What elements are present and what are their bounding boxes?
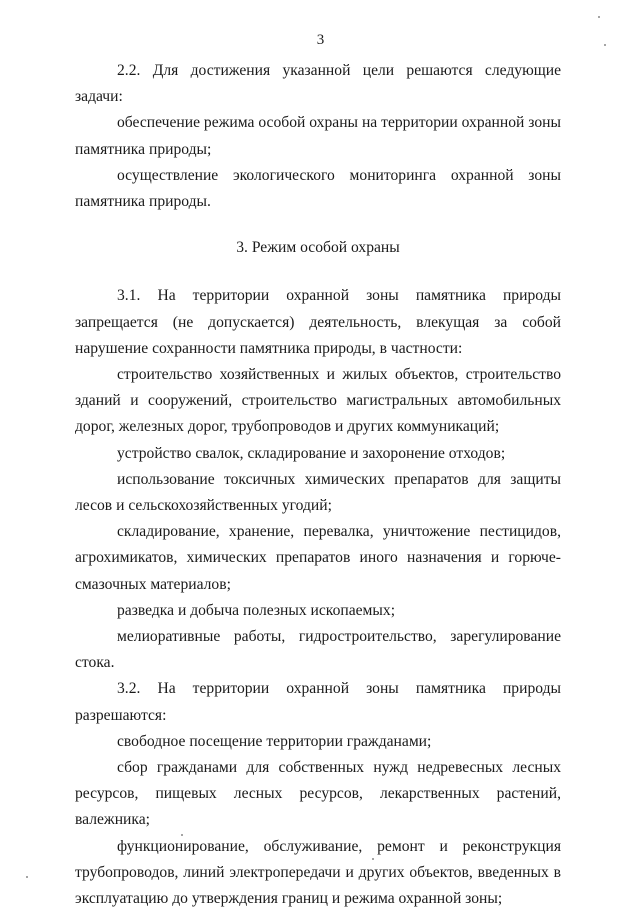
paragraph-ban-1: строительство хозяйственных и жилых объектов, строительство зданий и сооружений, строительство магистральных автомобильных дорог, железных дорог, трубопроводов и других коммуникаций; <box>75 366 561 436</box>
scan-speck <box>598 16 600 18</box>
paragraph-2-2: 2.2. Для достижения указанной цели решаются следующие задачи: <box>75 62 561 106</box>
document-body <box>75 58 561 912</box>
paragraph-allow-1: свободное посещение территории гражданами; <box>117 732 432 750</box>
scan-speck <box>372 858 374 860</box>
paragraph-allow-2: сбор гражданами для собственных нужд недревесных лесных ресурсов, пищевых лесных ресурсов, лекарственных растений, валежника; <box>75 759 561 829</box>
paragraph-ban-5: разведка и добыча полезных ископаемых; <box>117 601 396 619</box>
section-heading: 3. Режим особой охраны <box>236 239 400 257</box>
paragraph-task-1: обеспечение режима особой охраны на территории охранной зоны памятника природы; <box>75 114 561 158</box>
scan-speck <box>604 44 606 46</box>
paragraph-ban-3: использование токсичных химических препаратов для защиты лесов и сельскохозяйственных угодий; <box>75 470 561 515</box>
paragraph-ban-6: мелиоративные работы, гидростроительство, зарегулирование стока. <box>75 628 561 672</box>
paragraph-3-2: 3.2. На территории охранной зоны памятника природы разрешаются: <box>75 680 561 724</box>
paragraph-ban-4: складирование, хранение, перевалка, уничтожение пестицидов, агрохимикатов, химических препаратов иного назначения и горюче-смазочных материалов; <box>75 523 561 593</box>
scan-speck <box>26 876 28 878</box>
paragraph-3-1: 3.1. На территории охранной зоны памятника природы запрещается (не допускается) деятельность, влекущая за собой нарушение сохранности памятника природы, в частности: <box>75 287 561 357</box>
page-number: 3 <box>316 32 325 48</box>
paragraph-ban-2: устройство свалок, складирование и захоронение отходов; <box>117 444 506 462</box>
paragraph-allow-3: функционирование, обслуживание, ремонт и реконструкция трубопроводов, линий электропередачи и других объектов, введенных в эксплуатацию до утверждения границ и режима охранной зоны; <box>75 837 561 908</box>
paragraph-task-2: осуществление экологического мониторинга охранной зоны памятника природы. <box>75 166 561 211</box>
scan-speck <box>181 834 183 836</box>
